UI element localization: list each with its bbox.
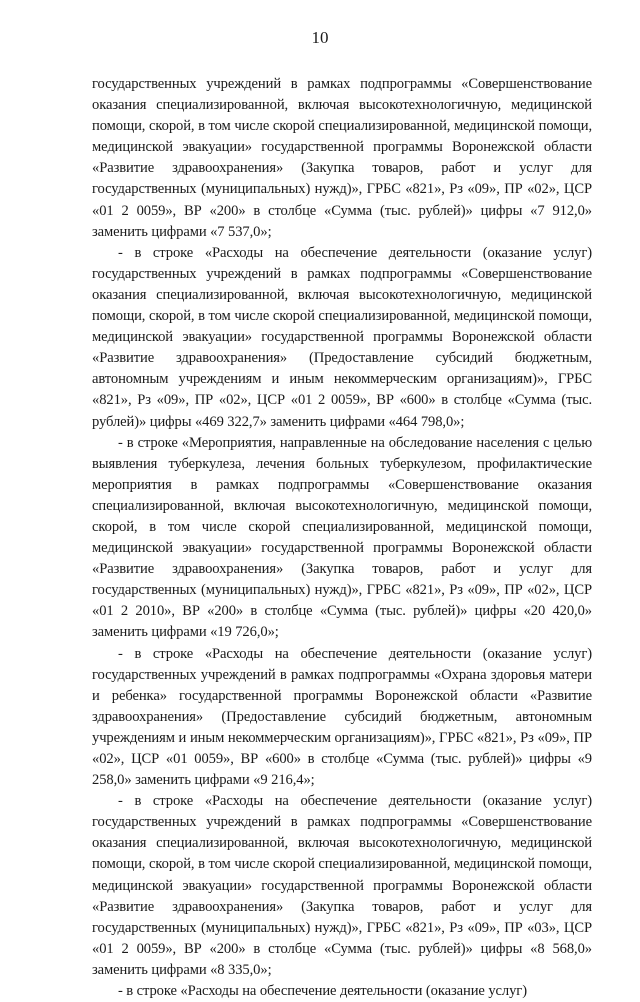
paragraph-continuation: государственных учреждений в рамках подпрограммы «Совершенствование оказания специализированной, включая высокотехнологичную, медицинской помощи, скорой, в том числе скорой специализированной, медицинской помощи, медицинской эвакуации» государственной программы Воронежской области «Развитие здравоохранения» (Закупка товаров, работ и услуг для государственных (муниципальных) нужд)», ГРБС «821», Рз «09», ПР «02», ЦСР «01 2 0059», ВР «200» в столбце «Сумма (тыс. рублей)» цифры «7 912,0» заменить цифрами «7 537,0»; [92,76,592,240]
document-body [92,74,592,1002]
paragraph-item: - в строке «Расходы на обеспечение деятельности (оказание услуг) государственных учреждений в рамках подпрограммы «Охрана здоровья матери и ребенка» государственной программы Воронежской области «Развитие здравоохранения» (Предоставление субсидий бюджетным, автономным учреждениям и иным некоммерческим организациям)», ГРБС «821», Рз «09», ПР «02», ЦСР «01 0059», ВР «600» в столбце «Сумма (тыс. рублей)» цифры «9 258,0» заменить цифрами «9 216,4»; [92,645,592,789]
page-number: 10 [311,28,329,47]
paragraph-item: - в строке «Расходы на обеспечение деятельности (оказание услуг) государственных учреждений в рамках подпрограммы «Совершенствование оказания специализированной, включая высокотехнологичную, медицинской помощи, скорой, в том числе скорой специализированной, медицинской помощи, медицинской эвакуации» государственной программы Воронежской области «Развитие здравоохранения» (Предоставление субсидий бюджетным, автономным учреждениям и иным некоммерческим организациям)», ГРБС «821», Рз «09», ПР «02», ЦСР «01 2 0059», ВР «600» в столбце «Сумма (тыс. рублей)» цифры «469 322,7» заменить цифрами «464 798,0»; [92,244,592,430]
paragraph-item: - в строке «Мероприятия, направленные на обследование населения с целью выявления туберкулеза, лечения больных туберкулезом, профилактические мероприятия в рамках подпрограммы «Совершенствование оказания специализированной, включая высокотехнологичную, медицинской помощи, скорой, в том числе скорой специализированной, медицинской помощи, медицинской эвакуации» государственной программы Воронежской области «Развитие здравоохранения» (Закупка товаров, работ и услуг для государственных (муниципальных) нужд)», ГРБС «821», Рз «09», ПР «02», ЦСР «01 2 2010», ВР «200» в столбце «Сумма (тыс. рублей)» цифры «20 420,0» заменить цифрами «19 726,0»; [92,434,592,641]
paragraph-item: - в строке «Расходы на обеспечение деятельности (оказание услуг) государственных учреждений в рамках подпрограммы «Совершенствование оказания специализированной, включая высокотехнологичную, медицинской помощи, скорой, в том числе скорой специализированной, медицинской помощи, медицинской эвакуации» государственной программы Воронежской области «Развитие здравоохранения» (Закупка товаров, работ и услуг для государственных (муниципальных) нужд)», ГРБС «821», Рз «09», ПР «03», ЦСР «01 2 0059», ВР «200» в столбце «Сумма (тыс. рублей)» цифры «8 568,0» заменить цифрами «8 335,0»; [92,793,592,978]
paragraph-item: - в строке «Расходы на обеспечение деятельности (оказание услуг) [118,983,527,1000]
